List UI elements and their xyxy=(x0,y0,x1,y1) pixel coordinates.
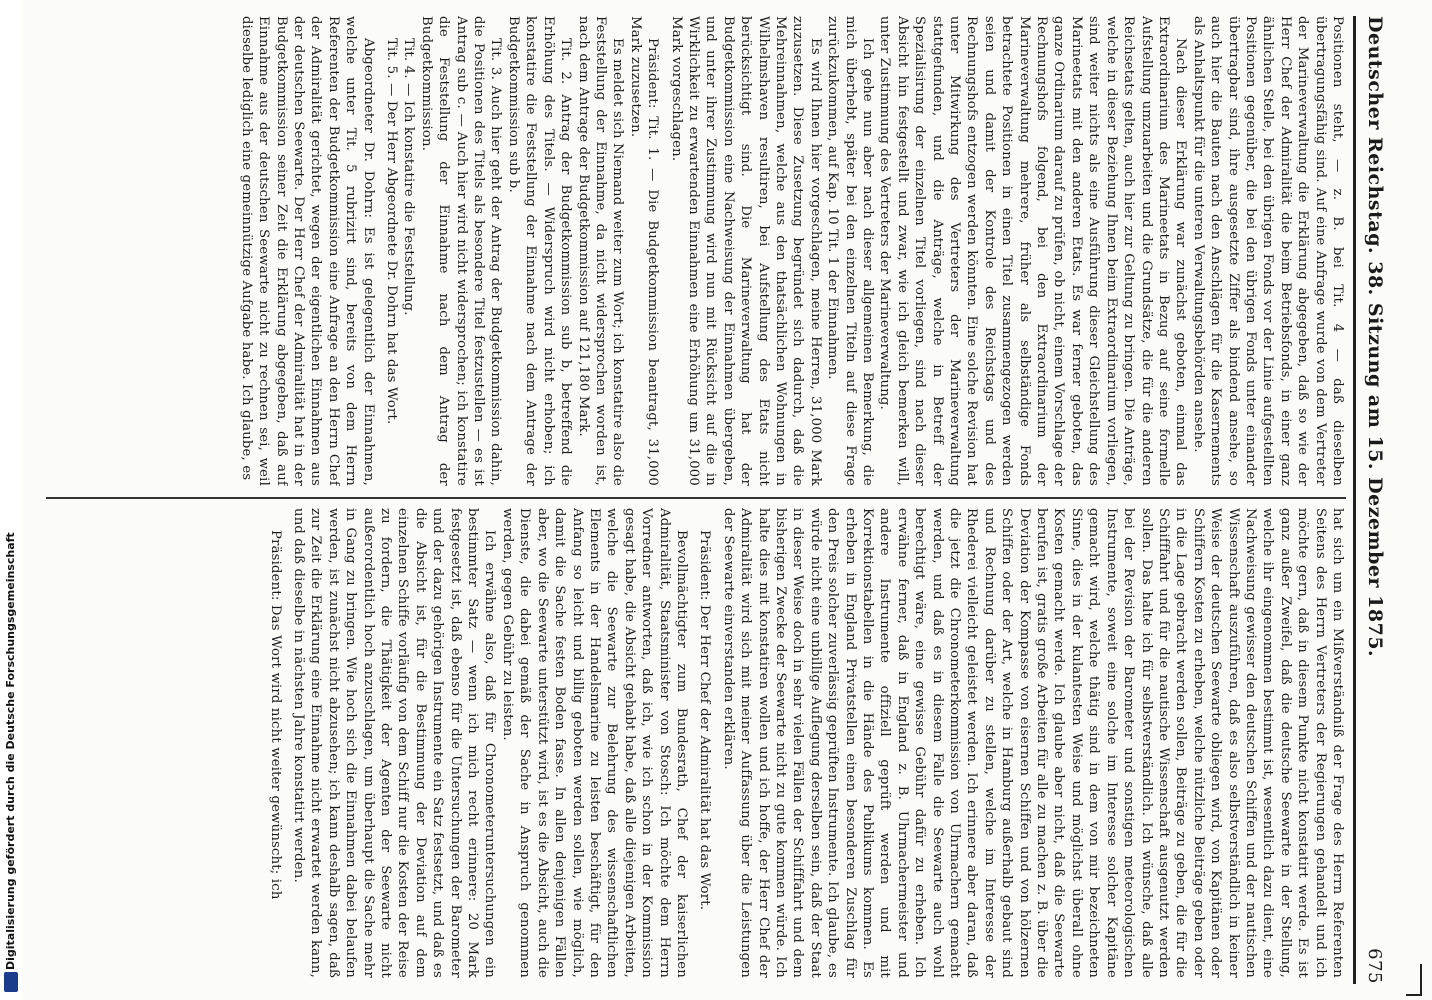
paragraph: Bevollmächtigter zum Bundesrath, Chef der kaiserlichen Admiralität, Staatsminister von Stosch: Ich möchte dem Herrn Vorredner antworten, daß ich, wie ich schon in der Kommission gesagt habe, die Absicht gehabt habe, daß alle diejenigen Arbeiten, welche die Seewarte zur Belehrung des wissenschaftlichen Elements in der Handelsmarine zu leisten beschäftigt, für den Anfang so leicht und billig geboten werden sollen, wie möglich, damit die Sache festen Boden fasse. In allen denjenigen Fällen aber, wo die Seewarte unterstützt wird, ist es die Absicht, auch die Dienste, die dabei gemäß der Sache in Anspruch genommen werden, gegen Gebühr zu leisten. xyxy=(499,508,689,978)
paragraph: Tit. 3. Auch hier geht der Antrag der Budgetkommission dahin, die Positionen des Titels als besondere Titel festzustellen — es ist Antrag sub c. — Auch hier wird nicht widersprochen; ich konstatire die Feststellung der Einnahme nach dem Antrag der Budgetkommission. xyxy=(418,16,504,486)
paragraph: Abgeordneter Dr. Dohrn: Es ist gelegentlich der Einnahmen, welche unter Tit. 5 rubrizirt sind, bereits von dem Herrn Referenten der Budgetkommission eine Anfrage an den Herrn Chef der Admiralität gerichtet, wegen der eigentlichen Einnahmen aus der deutschen Seewarte. Der Herr Chef der Admiralität hat in der Budgetkommission seiner Zeit die Erklärung abgegeben, daß auf Einnahme aus der deutschen Seewarte nicht zu rechnen sei, weil dieselbe lediglich eine gemeinnützige Aufgabe habe. Ich glaube, es xyxy=(238,16,376,486)
credit-text: Digitalisierung gefördert durch die Deutsche Forschungsgemeinschaft xyxy=(4,532,17,970)
column-divider xyxy=(46,497,1346,499)
paragraph: Es meldet sich Niemand weiter zum Wort; ich konstatire also die Feststellung der Einnahme, da nicht widersprochen worden ist, nach dem Antrage der Budgetkommission auf 121,180 Mark. xyxy=(575,16,626,486)
paragraph: hat sich um ein Mißverständniß der Frage des Herrn Referenten Seitens des Herrn Vertreters der Regierungen gehandelt und ich möchte gern, daß in diesem Punkte nicht konstatirt werde. Es ist ganz außer Zweifel, daß die deutsche Seewarte in der Stellung, welche ihr eingenommen bestimmt ist, wesentlich dazu dient, eine Nachweisung gewisser den deutschen Schiffen und der nautischen Wissenschaft auszuführen, daß es also selbstverständlich in keiner Weise der deutschen Seewarte obliegen wird, von Kapitänen oder Schiffern Kosten zu erheben, welche nützliche Beiträge geben oder in die Lage gebracht werden sollen, Beiträge zu geben, die für die Schifffahrt und für die nautische Wissenschaft ausgenutzt werden sollen. Das halte ich für selbstverständlich. Ich wünsche, daß alle bei der Revision der Barometer und sonstigen meteorologischen Instrumente, soweit eine solche im Interesse solcher Kapitäne gemacht wird, welche thätig sind in dem von mir bezeichneten Sinne, dies in der kulantesten Weise und möglichst überall ohne Kosten gemacht werde. Ich glaube aber nicht, daß die Seewarte berufen ist, gratis große Arbeiten für alle zu machen z. B. über die Deviation der Kompasse von eisernen Schiffen und von hölzernen Schiffen oder der Art, welche in Hamburg außerhalb gebaut sind und Rechnung darüber zu stellen, welche im Interesse der Rhederei vielleicht geleistet werden. Ich erinnere aber daran, daß die jetzt die Chronometerkommission von Uhrmachern gemacht werden, und daß es in diesem Falle die Seewarte auch wohl berechtigt wäre, eine gewisse Gebühr dafür zu erheben. Ich erwähne ferner, daß in England z. B. Uhrmachermeister und andere Instrumente offiziell geprüft werden und mit Korrektionstabellen in die Hände des Publikums kommen. Es erheben in England Privatstellen einen besonderen Zuschlag für den Preis solcher zuverlässig geprüften Instrumente. Ich glaube, es würde nicht eine unbillige Auflegung derselben sein, daß der Staat in dieser Weise doch in sehr vielen Fällen der Schifffahrt und dem bisherigen Zwecke der Seewarte nicht zu gute kommen würde. Ich halte dies mit konstatiren wollen und ich hoffe, der Herr Chef der Admiralität wird sich mit meiner Auffassung über die Leistungen der Seewarte einverstanden erklären. xyxy=(720,508,1345,978)
dfg-logo-icon xyxy=(4,972,18,992)
paragraph: Präsident: Tit. 1. — Die Budgetkommission beantragt, 31,000 Mark zuzusetzen. xyxy=(627,16,661,486)
paragraph: Ich erwähne also, daß für Chronometeruntersuchungen ein bestimmter Satz — wenn ich mich recht erinnere: 20 Mark festgesetzt ist, daß ebenso für die Untersuchungen der Barometer und der dazu gehörigen Instrumente ein Satz festsetzt, und daß es die Absicht ist, für die Bestimmung der Deviation auf dem einzelnen Schiffe vorläufig von dem Schiff nur die Kosten der Reise zu fordern, die Thätigkeit der Agenten der Seewarte nicht außerordentlich hoch anzuschlagen, um überhaupt die Sache mehr in Gang zu bringen. Wie hoch sich die Einnahmen dabei belaufen werden, ist zunächst nicht abzusehen; ich kann deshalb sagen, daß zur Zeit die Erklärung eine Einnahme nicht erwartet werden kann, und daß dieselbe in nächsten Jahre konstatirt werden. xyxy=(291,508,498,978)
credit-strip xyxy=(0,0,22,1000)
paragraph: Tit. 5. — Der Herr Abgeordnete Dr. Dohrn hat das Wort. xyxy=(384,38,400,425)
paragraph: Es wird Ihnen hier vorgeschlagen, meine Herren, 31,000 Mark zuzusetzen. Diese Zusetzung begründet sich dadurch, daß die Mehreinnahmen, welche aus den thatsächlichen Wohnungen in Wilhelmshaven resultiren, bei Aufstellung des Etats nicht berücksichtigt sind. Die Marineverwaltung hat der Budgetkommission eine Nachweisung der Einnahmen übergeben, und unter ihrer Zustimmung wird nun mit Rücksicht auf die in Wirklichkeit zu erwartenden Einnahmen eine Erhöhung um 31,000 Mark vorgeschlagen. xyxy=(668,16,823,486)
paragraph: Präsident: Der Herr Chef der Admiralität hat das Wort. xyxy=(697,530,713,911)
paragraph: Tit. 4. — Ich konstatire die Feststellung. xyxy=(401,38,417,316)
page-header-title: Deutscher Reichstag. 38. Sitzung am 15. Dezember 1875. xyxy=(1364,16,1386,658)
page-header xyxy=(1360,16,1390,984)
paragraph: Präsident: Das Wort wird nicht weiter gewünscht; ich xyxy=(267,530,283,900)
paragraph: Positionen steht, — z. B. bei Tit. 4 — daß dieselben übertragungsfähig sind. Auf eine Anfrage wurde von dem Vertreter der Marineverwaltung die Erklärung abgegeben, daß so wie der Herr Chef der Admiralität die beim Betriebsfonds, in einer ganz ähnlichen Stelle, bei den übrigen Fonds vor der Linie aufgestellten Positionen gegenüber, die bei den übrigen Fonds unter einander übertragbar sind, ihre ausgesetzte Ziffer als bindend ansehe, so auch hier die Bauten nach den Anschlägen für die Kasernements als Anhaltspunkt für die unteren Verwaltungsbehörden ansehe. xyxy=(1190,16,1345,486)
paragraph: Tit. 2. Antrag der Budgetkommission sub b, betreffend die Erhöhung des Titels. — Widerspruch wird nicht erhoben; ich konstatire die Feststellung der Einnahme nach dem Antrage der Budgetkommission sub b. xyxy=(505,16,574,486)
rotated-document-page xyxy=(10,16,1390,984)
page-edge-mark xyxy=(1406,964,1422,996)
header-rule xyxy=(1353,16,1356,984)
paragraph: Ich gehe nun aber nach dieser allgemeinen Bemerkung, die mich überhebt, später bei den einzelnen Titeln auf diese Frage zurückzukommen, auf Kap. 10 Tit. 1 der Einnahmen. xyxy=(825,16,876,486)
left-column xyxy=(26,16,1346,486)
paragraph: Nach dieser Erklärung war zunächst geboten, einmal das Extraordinarium des Marineetats in Bezug auf seine formelle Aufstellung umzuarbeiten und die Grundsätze, die für die anderen Reichsetats gelten, auch hier zur Geltung zu bringen. Die Anträge, welche in dieser Beziehung Ihnen beim Extraordinarium vorliegen, sind weiter nichts als eine Ausführung dieser Gleichstellung des Marineetats mit den anderen Etats. Es war ferner geboten, das ganze Ordinarium darauf zu prüfen, ob nicht, einem Vorschlage der Rechnungshofs folgend, bei den Extraordinarium der Marineverwaltung mehrere, früher als selbständige Fonds betrachtete Positionen in einen Titel zusammengezogen werden seien und damit der Kontrole des Reichstags und des Rechnungshofs entzogen werden könnten. Eine solche Revision hat unter Mitwirkung des Vertreters der Marineverwaltung stattgefunden, und die Anträge, welche in Betreff der Spezialisirung der einzelnen Titel vorliegen, sind nach dieser Absicht hin festgestellt und zwar, wie ich gleich bemerken will, unter Zustimmung des Vertreters der Marineverwaltung. xyxy=(877,16,1189,486)
page-number: 675 xyxy=(1364,948,1386,984)
right-column xyxy=(26,508,1346,978)
